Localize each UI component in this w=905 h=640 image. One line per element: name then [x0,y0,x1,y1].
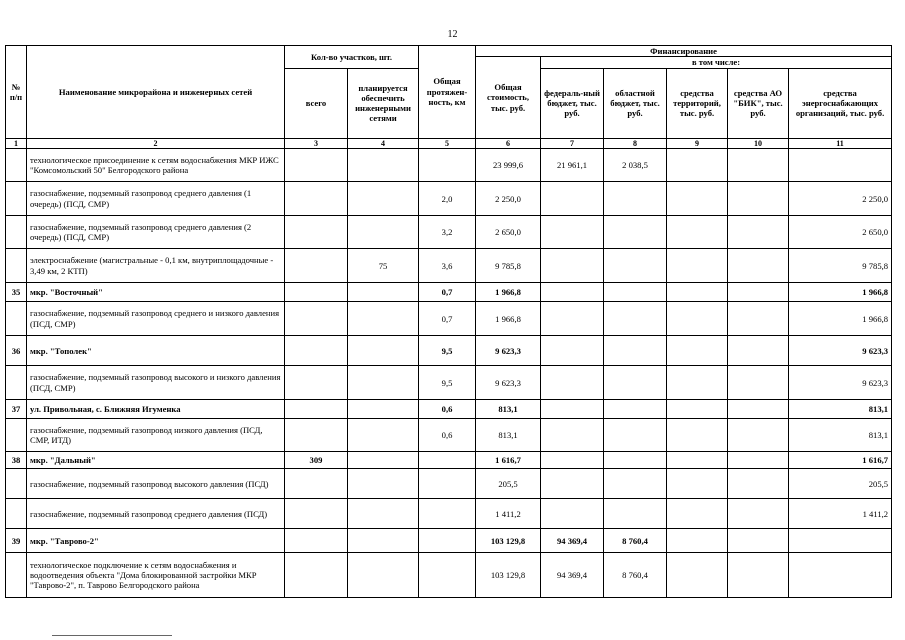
table-row [6,529,892,553]
row-total-cost: 813,1 [476,400,541,419]
row-length: 2,0 [419,182,476,216]
column-number: 7 [541,138,604,149]
row-regional [604,469,667,499]
header-plots-total: всего [285,68,348,138]
column-number: 4 [348,138,419,149]
row-total-cost: 23 999,6 [476,149,541,182]
column-number: 11 [789,138,892,149]
column-number: 8 [604,138,667,149]
row-territory [667,283,728,302]
row-bik [728,336,789,366]
row-territory [667,419,728,452]
table-row [6,249,892,283]
row-total-cost: 9 785,8 [476,249,541,283]
table-row [6,216,892,249]
row-plots-planned: 75 [348,249,419,283]
row-number [6,249,27,283]
row-total-cost: 2 650,0 [476,216,541,249]
scan-mark [52,635,172,638]
row-total-cost: 9 623,3 [476,366,541,400]
row-number [6,366,27,400]
row-territory [667,469,728,499]
row-regional [604,452,667,469]
row-territory [667,366,728,400]
row-length: 0,7 [419,302,476,336]
row-name: технологическое подключение к сетям водоснабжения и водоотведения объекта "Дома блокированной застройки МКР "Таврово-2", п. Таврово Белгородского района [27,553,285,598]
row-regional: 8 760,4 [604,553,667,598]
row-plots-total: 309 [285,452,348,469]
row-plots-planned [348,452,419,469]
table-row [6,400,892,419]
row-plots-planned [348,149,419,182]
row-length [419,469,476,499]
row-regional [604,283,667,302]
row-number: 36 [6,336,27,366]
row-plots-planned [348,182,419,216]
row-federal [541,499,604,529]
row-energy [789,529,892,553]
header-including: в том числе: [541,57,892,68]
row-name: газоснабжение, подземный газопровод высокого давления (ПСД) [27,469,285,499]
row-plots-planned [348,336,419,366]
table-row [6,469,892,499]
header-num: № п/п [6,46,27,139]
row-federal [541,419,604,452]
column-number-row [6,138,892,149]
table-row [6,149,892,182]
row-federal [541,182,604,216]
row-bik [728,283,789,302]
row-energy: 1 966,8 [789,302,892,336]
row-plots-total [285,249,348,283]
row-length: 0,7 [419,283,476,302]
row-energy: 9 785,8 [789,249,892,283]
row-plots-total [285,302,348,336]
row-name: газоснабжение, подземный газопровод среднего давления (2 очередь) (ПСД, СМР) [27,216,285,249]
row-total-cost: 103 129,8 [476,553,541,598]
row-plots-total [285,283,348,302]
row-length [419,149,476,182]
row-federal [541,216,604,249]
row-bik [728,553,789,598]
row-name: газоснабжение, подземный газопровод низкого давления (ПСД, СМР, ИТД) [27,419,285,452]
row-length: 3,6 [419,249,476,283]
row-name: газоснабжение, подземный газопровод среднего давления (ПСД) [27,499,285,529]
row-name: газоснабжение, подземный газопровод среднего давления (1 очередь) (ПСД, СМР) [27,182,285,216]
row-plots-planned [348,283,419,302]
header-regional: областной бюджет, тыс. руб. [604,68,667,138]
row-bik [728,182,789,216]
row-regional [604,499,667,529]
row-length [419,499,476,529]
row-energy: 2 250,0 [789,182,892,216]
row-federal [541,336,604,366]
row-regional [604,216,667,249]
row-name: мкр. "Восточный" [27,283,285,302]
row-territory [667,336,728,366]
row-federal [541,249,604,283]
row-bik [728,249,789,283]
row-federal [541,283,604,302]
row-length: 3,2 [419,216,476,249]
row-number [6,302,27,336]
row-length: 9,5 [419,366,476,400]
row-regional: 8 760,4 [604,529,667,553]
row-plots-total [285,149,348,182]
row-total-cost: 1 616,7 [476,452,541,469]
row-total-cost: 103 129,8 [476,529,541,553]
column-number: 3 [285,138,348,149]
row-regional [604,336,667,366]
header-length: Общая протяжен-ность, км [419,46,476,139]
row-length: 0,6 [419,400,476,419]
row-territory [667,216,728,249]
row-length [419,529,476,553]
table-row [6,302,892,336]
row-plots-planned [348,553,419,598]
row-plots-total [285,400,348,419]
row-regional: 2 038,5 [604,149,667,182]
row-number: 39 [6,529,27,553]
row-regional [604,182,667,216]
row-total-cost: 1 966,8 [476,283,541,302]
column-number: 10 [728,138,789,149]
row-energy: 9 623,3 [789,336,892,366]
table-row [6,336,892,366]
row-federal [541,452,604,469]
row-name: ул. Привольная, с. Ближняя Игуменка [27,400,285,419]
row-energy [789,553,892,598]
row-name: электроснабжение (магистральные - 0,1 км, внутриплощадочные - 3,49 км, 2 КТП) [27,249,285,283]
header-name: Наименование микрорайона и инженерных сетей [27,46,285,139]
row-total-cost: 9 623,3 [476,336,541,366]
row-federal [541,400,604,419]
row-federal [541,302,604,336]
row-plots-total [285,216,348,249]
table-row [6,553,892,598]
row-number [6,216,27,249]
header-federal: федераль-ный бюджет, тыс. руб. [541,68,604,138]
row-bik [728,529,789,553]
row-energy: 1 966,8 [789,283,892,302]
row-name: мкр. "Таврово-2" [27,529,285,553]
row-plots-total [285,529,348,553]
row-length: 0,6 [419,419,476,452]
row-regional [604,400,667,419]
table-row [6,499,892,529]
page-number: 12 [447,29,458,40]
column-number: 1 [6,138,27,149]
row-number: 35 [6,283,27,302]
row-territory [667,149,728,182]
row-energy: 9 623,3 [789,366,892,400]
row-energy: 813,1 [789,419,892,452]
row-energy: 1 616,7 [789,452,892,469]
row-length: 9,5 [419,336,476,366]
row-energy: 2 650,0 [789,216,892,249]
row-plots-planned [348,366,419,400]
row-regional [604,249,667,283]
row-name: мкр. "Тополек" [27,336,285,366]
row-bik [728,469,789,499]
column-number: 2 [27,138,285,149]
row-plots-total [285,182,348,216]
row-plots-total [285,336,348,366]
financing-table [5,45,892,598]
row-regional [604,419,667,452]
header-financing: Финансирование [476,46,892,57]
row-federal: 21 961,1 [541,149,604,182]
header-territory: средства территорий, тыс. руб. [667,68,728,138]
row-total-cost: 205,5 [476,469,541,499]
table-row [6,283,892,302]
row-bik [728,302,789,336]
column-number: 5 [419,138,476,149]
row-plots-total [285,366,348,400]
row-number [6,499,27,529]
header-total-cost: Общая стоимость, тыс. руб. [476,57,541,138]
row-length [419,452,476,469]
row-name: газоснабжение, подземный газопровод высокого и низкого давления (ПСД, СМР) [27,366,285,400]
row-bik [728,149,789,182]
row-name: технологическое присоединение к сетям водоснабжения МКР ИЖС "Комсомольский 50" Белгородского района [27,149,285,182]
row-total-cost: 1 411,2 [476,499,541,529]
row-territory [667,249,728,283]
row-bik [728,499,789,529]
row-name: мкр. "Дальный" [27,452,285,469]
row-bik [728,366,789,400]
header-bik: средства АО "БИК", тыс. руб. [728,68,789,138]
row-name: газоснабжение, подземный газопровод среднего и низкого давления (ПСД, СМР) [27,302,285,336]
row-number [6,553,27,598]
row-bik [728,216,789,249]
row-federal: 94 369,4 [541,553,604,598]
row-plots-planned [348,499,419,529]
row-energy: 205,5 [789,469,892,499]
row-number: 38 [6,452,27,469]
column-number: 9 [667,138,728,149]
header-energy: средства энергоснабжающих организаций, тыс. руб. [789,68,892,138]
column-number: 6 [476,138,541,149]
row-plots-total [285,469,348,499]
row-federal: 94 369,4 [541,529,604,553]
row-territory [667,499,728,529]
header-plots-planned: планируется обеспечить инженерными сетями [348,68,419,138]
table-row [6,419,892,452]
row-number [6,469,27,499]
row-length [419,553,476,598]
row-bik [728,400,789,419]
header-plots: Кол-во участков, шт. [285,46,419,69]
row-territory [667,400,728,419]
row-territory [667,553,728,598]
row-total-cost: 813,1 [476,419,541,452]
table-row [6,182,892,216]
row-number [6,182,27,216]
row-bik [728,452,789,469]
table-row [6,366,892,400]
row-territory [667,452,728,469]
row-number [6,419,27,452]
row-plots-total [285,419,348,452]
row-total-cost: 1 966,8 [476,302,541,336]
row-plots-planned [348,400,419,419]
row-territory [667,182,728,216]
row-plots-total [285,499,348,529]
row-plots-planned [348,216,419,249]
row-federal [541,366,604,400]
table-row [6,452,892,469]
row-plots-planned [348,529,419,553]
row-territory [667,302,728,336]
row-plots-planned [348,302,419,336]
row-total-cost: 2 250,0 [476,182,541,216]
row-territory [667,529,728,553]
row-number: 37 [6,400,27,419]
row-plots-planned [348,419,419,452]
row-energy: 1 411,2 [789,499,892,529]
row-plots-total [285,553,348,598]
row-regional [604,366,667,400]
row-regional [604,302,667,336]
row-energy [789,149,892,182]
row-plots-planned [348,469,419,499]
row-number [6,149,27,182]
row-energy: 813,1 [789,400,892,419]
row-bik [728,419,789,452]
row-federal [541,469,604,499]
